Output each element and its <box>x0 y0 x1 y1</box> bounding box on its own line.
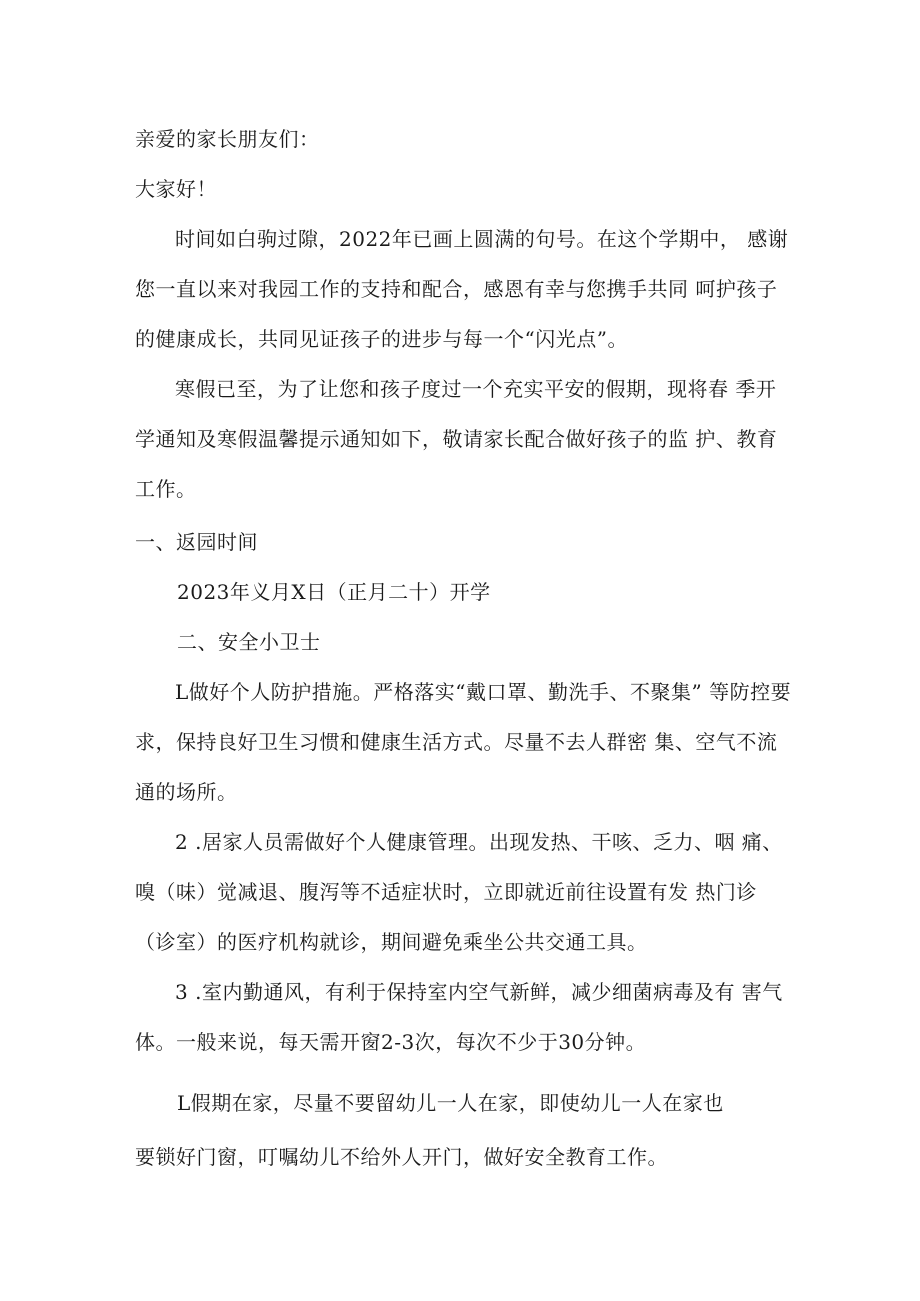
safety-item-2: 2 .居家人员需做好个人健康管理。出现发热、干咳、乏力、咽 痛、嗅（味）觉减退、腹泻等不适症状时，立即就近前往设置有发 热门诊（诊室）的医疗机构就诊，期间避免乘坐公共交通工具。 <box>135 830 783 954</box>
section-heading-safety: 二、安全小卫士 <box>177 630 321 654</box>
safety-item-1: L做好个人防护措施。严格落实“戴口罩、勤洗手、不聚集” 等防控要求，保持良好卫生习惯和健康生活方式。尽量不去人群密 集、空气不流通的场所。 <box>135 680 792 804</box>
intro-paragraph-2: 寒假已至，为了让您和孩子度过一个充实平安的假期，现将春 季开学通知及寒假温馨提示通知如下，敬请家长配合做好孩子的监 护、教育工作。 <box>135 377 778 501</box>
greeting: 大家好！ <box>135 177 217 201</box>
return-date: 2023年义月X日（正月二十）开学 <box>177 580 491 604</box>
section-heading-return-time: 一、返园时间 <box>135 530 258 554</box>
safety-item-3: 3 .室内勤通风，有利于保持室内空气新鲜，减少细菌病毒及有 害气体。一般来说，每天需开窗2-3次，每次不少于30分钟。 <box>135 980 783 1054</box>
safety-item-4-line-2: 要锁好门窗，叮嘱幼儿不给外人开门，做好安全教育工作。 <box>135 1145 668 1169</box>
intro-paragraph-1: 时间如白驹过隙，2022年已画上圆满的句号。在这个学期中， 感谢您一直以来对我园工作的支持和配合，感恩有幸与您携手共同 呵护孩子的健康成长，共同见证孩子的进步与每一个“闪光点”。 <box>135 227 789 351</box>
salutation: 亲爱的家长朋友们： <box>135 127 320 151</box>
safety-item-4-line-1: L假期在家，尽量不要留幼儿一人在家，即使幼儿一人在家也 <box>177 1091 724 1115</box>
